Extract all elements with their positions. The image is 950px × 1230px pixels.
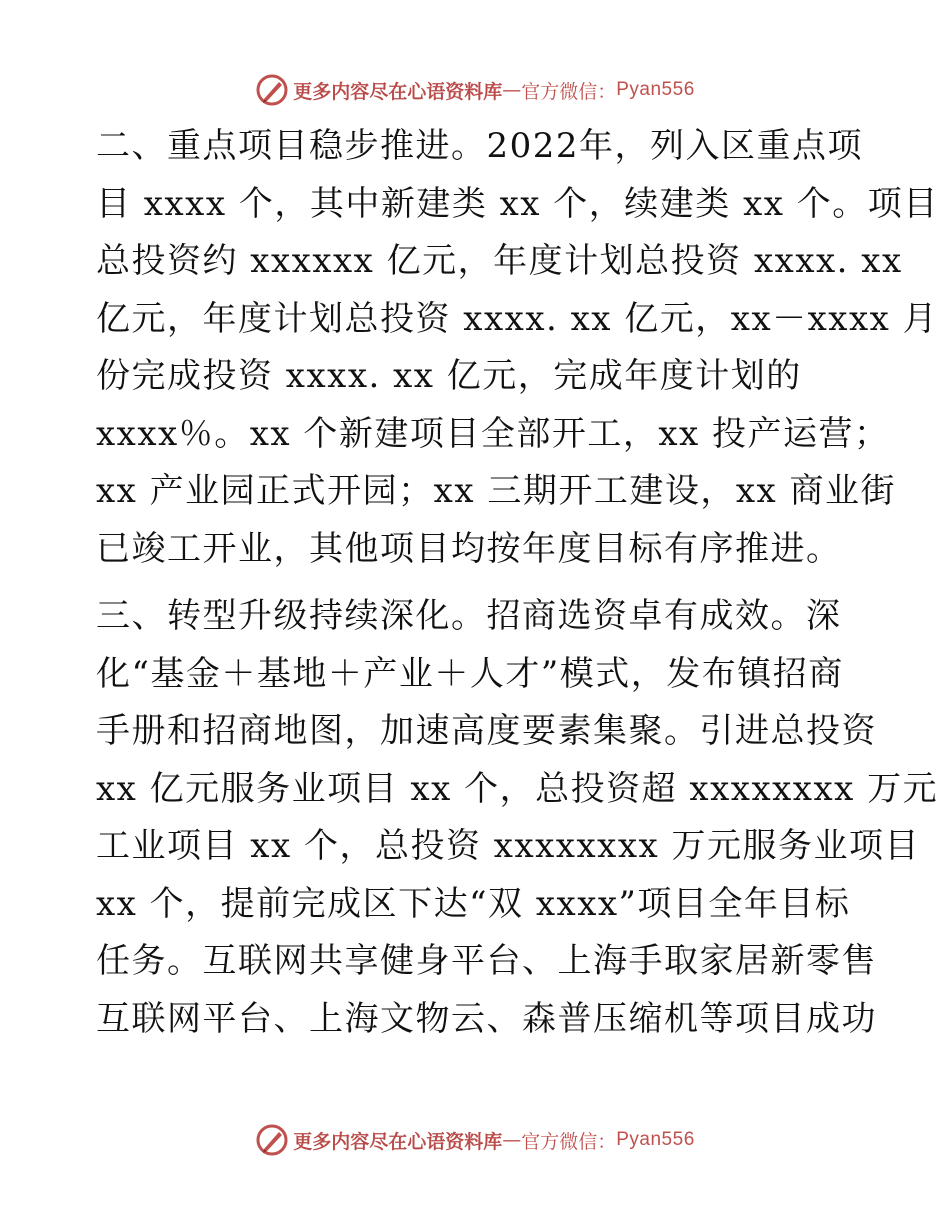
text-line: 总投资约 xxxxxx 亿元，年度计划总投资 xxxx. xx: [96, 241, 903, 281]
footer-watermark: [0, 1120, 950, 1160]
text-line: 已竣工开业，其他项目均按年度目标有序推进。: [96, 528, 842, 569]
text-line: xx 个，提前完成区下达“双 xxxx”项目全年目标: [96, 883, 851, 924]
pen-logo-icon: [255, 73, 289, 107]
watermark-brand: 更多内容尽在心语资料库: [293, 80, 503, 103]
text-line: 工业项目 xx 个，总投资 xxxxxxxx 万元服务业项目: [96, 826, 920, 866]
text-line: xx 产业园正式开园；xx 三期开工建设，xx 商业街: [96, 471, 896, 511]
watermark-separator: —: [502, 1129, 522, 1151]
watermark-id: Pyan556: [616, 79, 695, 100]
text-line: 手册和招商地图，加速高度要素集聚。引进总投资: [96, 711, 877, 751]
text-line: 目 xxxx 个，其中新建类 xx 个，续建类 xx 个。项目: [96, 183, 939, 224]
text-line: 份完成投资 xxxx. xx 亿元，完成年度计划的: [96, 356, 802, 396]
paragraph-key-projects: [96, 118, 939, 578]
watermark-id: Pyan556: [616, 1129, 695, 1150]
text-line: 亿元，年度计划总投资 xxxx. xx 亿元，xx－xxxx 月: [96, 298, 939, 339]
text-line: 化“基金＋基地＋产业＋人才”模式，发布镇招商: [96, 653, 844, 694]
text-line: xxxx％。xx 个新建项目全部开工，xx 投产运营；: [96, 413, 890, 454]
text-line: 二、重点项目稳步推进。2022年，列入区重点项: [96, 126, 864, 166]
watermark-label: 官方微信：: [521, 1130, 617, 1153]
text-line: 三、转型升级持续深化。招商选资卓有成效。深: [96, 596, 842, 636]
text-line: 任务。互联网共享健身平台、上海手取家居新零售: [96, 941, 877, 981]
watermark-separator: —: [502, 79, 522, 101]
paragraph-transformation: [96, 588, 939, 1048]
watermark-label: 官方微信：: [521, 80, 617, 103]
pen-logo-icon: [255, 1123, 289, 1157]
text-line: 互联网平台、上海文物云、森普压缩机等项目成功: [96, 998, 877, 1039]
header-watermark: [0, 70, 950, 110]
document-body: [96, 118, 939, 1048]
text-line: xx 亿元服务业项目 xx 个，总投资超 xxxxxxxx 万元: [96, 768, 939, 809]
watermark-brand: 更多内容尽在心语资料库: [293, 1130, 503, 1153]
